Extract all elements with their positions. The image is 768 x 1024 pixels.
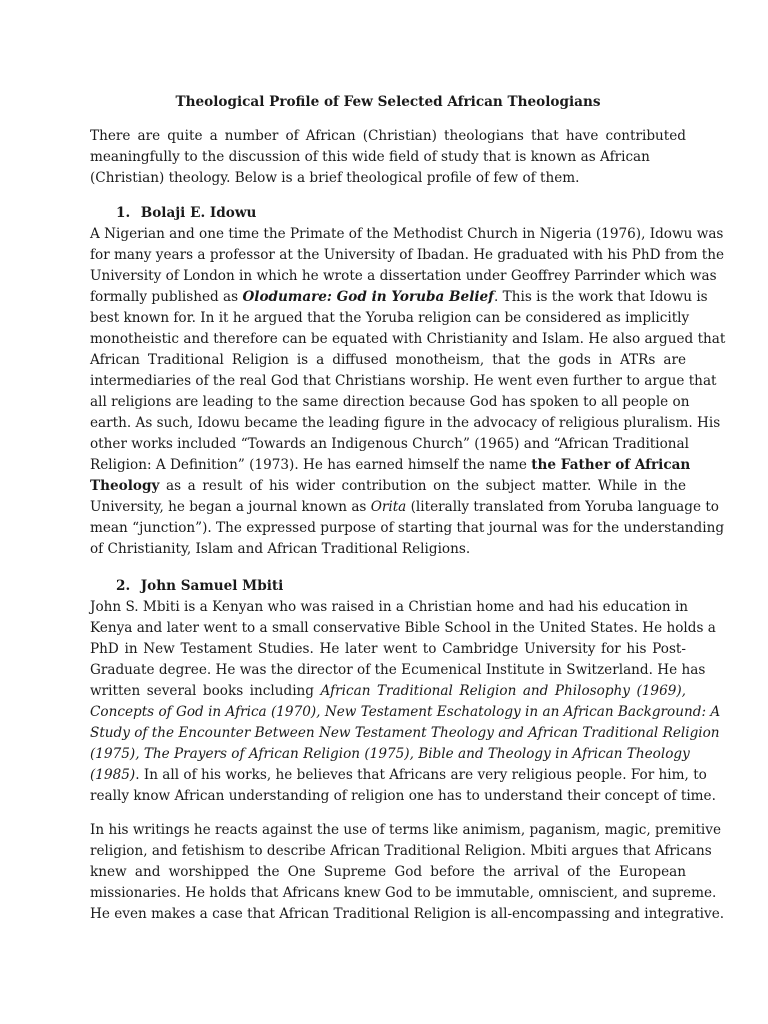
- paragraph-line: In his writings he reacts against the use of terms like animism, paganism, magic, premitive: [90, 822, 722, 838]
- intro-line: There are quite a number of African (Christian) theologians that have contributed: [90, 128, 686, 144]
- book-title: Olodumare: God in Yoruba Belief: [242, 289, 495, 305]
- paragraph-line: [90, 765, 707, 786]
- paragraph-line: University of London in which he wrote a dissertation under Geoffrey Parrinder which was: [90, 268, 717, 284]
- section-name: Bolaji E. Idowu: [140, 205, 257, 221]
- paragraph-line: really know African understanding of religion one has to understand their concept of time.: [90, 788, 716, 804]
- paragraph-line: best known for. In it he argued that the Yoruba religion can be considered as implicitly: [90, 310, 690, 326]
- paragraph-line: He even makes a case that African Traditional Religion is all-encompassing and integrative.: [90, 906, 725, 922]
- paragraph-line: [90, 455, 691, 476]
- section-heading-idowu: [116, 203, 676, 224]
- idowu-paragraph: [90, 224, 726, 560]
- paragraph-line: intermediaries of the real God that Christians worship. He went even further to argue that: [90, 373, 717, 389]
- intro-line: meaningfully to the discussion of this wide field of study that is known as African: [90, 149, 650, 165]
- text-run: (literally translated from Yoruba language to: [406, 499, 719, 515]
- section-number: 1.: [116, 205, 131, 221]
- paragraph-line: knew and worshipped the One Supreme God before the arrival of the European: [90, 864, 686, 880]
- paragraph-line: monotheistic and therefore can be equated with Christianity and Islam. He also argued that: [90, 331, 726, 347]
- book-list: Concepts of God in Africa (1970), New Testament Eschatology in an African Background: A: [90, 704, 721, 720]
- paragraph-line: mean “junction”). The expressed purpose of starting that journal was for the understanding: [90, 520, 725, 536]
- paragraph-line: [90, 723, 720, 744]
- paragraph-line: [90, 287, 708, 308]
- paragraph-line: religion, and fetishism to describe African Traditional Religion. Mbiti argues that Africans: [90, 843, 712, 859]
- paragraph-line: Graduate degree. He was the director of the Ecumenical Institute in Switzerland. He has: [90, 662, 706, 678]
- text-run: . This is the work that Idowu is: [494, 289, 708, 305]
- text-run: as a result of his wider contribution on the subject matter. While in the: [159, 478, 686, 494]
- mbiti-paragraph-2: [90, 820, 725, 925]
- text-run: . In all of his works, he believes that Africans are very religious people. For him, to: [135, 767, 707, 783]
- intro-paragraph: [90, 126, 686, 189]
- paragraph-line: of Christianity, Islam and African Traditional Religions.: [90, 541, 471, 557]
- book-list: (1985): [90, 767, 136, 783]
- paragraph-line: all religions are leading to the same direction because God has spoken to all people on: [90, 394, 690, 410]
- paragraph-line: Kenya and later went to a small conservative Bible School in the United States. He holds a: [90, 620, 716, 636]
- journal-name: Orita: [370, 499, 407, 515]
- book-list: African Traditional Religion and Philosophy (1969),: [320, 683, 686, 699]
- paragraph-line: [90, 497, 719, 518]
- paragraph-line: John S. Mbiti is a Kenyan who was raised in a Christian home and had his education in: [90, 599, 689, 615]
- honorific-title: the Father of African: [531, 457, 691, 473]
- text-run: Religion: A Definition” (1973). He has earned himself the name: [90, 457, 532, 473]
- paragraph-line: PhD in New Testament Studies. He later went to Cambridge University for his Post-: [90, 641, 686, 657]
- paragraph-line: earth. As such, Idowu became the leading figure in the advocacy of religious pluralism. His: [90, 415, 721, 431]
- honorific-title: Theology: [90, 478, 160, 494]
- paragraph-line: other works included “Towards an Indigenous Church” (1965) and “African Traditional: [90, 436, 689, 452]
- document-title: Theological Profile of Few Selected African Theologians: [175, 94, 601, 110]
- paragraph-line: [90, 476, 686, 497]
- paragraph-line: [90, 681, 686, 702]
- section-heading-mbiti: [116, 576, 676, 597]
- mbiti-paragraph: [90, 597, 721, 807]
- text-run: formally published as: [90, 289, 243, 305]
- section-name: John Samuel Mbiti: [140, 578, 284, 594]
- paragraph-line: [90, 702, 721, 723]
- paragraph-line: African Traditional Religion is a diffused monotheism, that the gods in ATRs are: [90, 352, 686, 368]
- intro-line: (Christian) theology. Below is a brief theological profile of few of them.: [90, 170, 580, 186]
- paragraph-line: for many years a professor at the University of Ibadan. He graduated with his PhD from the: [90, 247, 725, 263]
- paragraph-line: A Nigerian and one time the Primate of the Methodist Church in Nigeria (1976), Idowu was: [90, 226, 724, 242]
- book-list: Study of the Encounter Between New Testament Theology and African Traditional Religion: [90, 725, 720, 741]
- text-run: University, he began a journal known as: [90, 499, 371, 515]
- text-run: written several books including: [90, 683, 321, 699]
- paragraph-line: [90, 744, 690, 765]
- paragraph-line: missionaries. He holds that Africans knew God to be immutable, omniscient, and supreme.: [90, 885, 717, 901]
- section-number: 2.: [116, 578, 131, 594]
- book-list: (1975), The Prayers of African Religion (1975), Bible and Theology in African Theology: [90, 746, 690, 762]
